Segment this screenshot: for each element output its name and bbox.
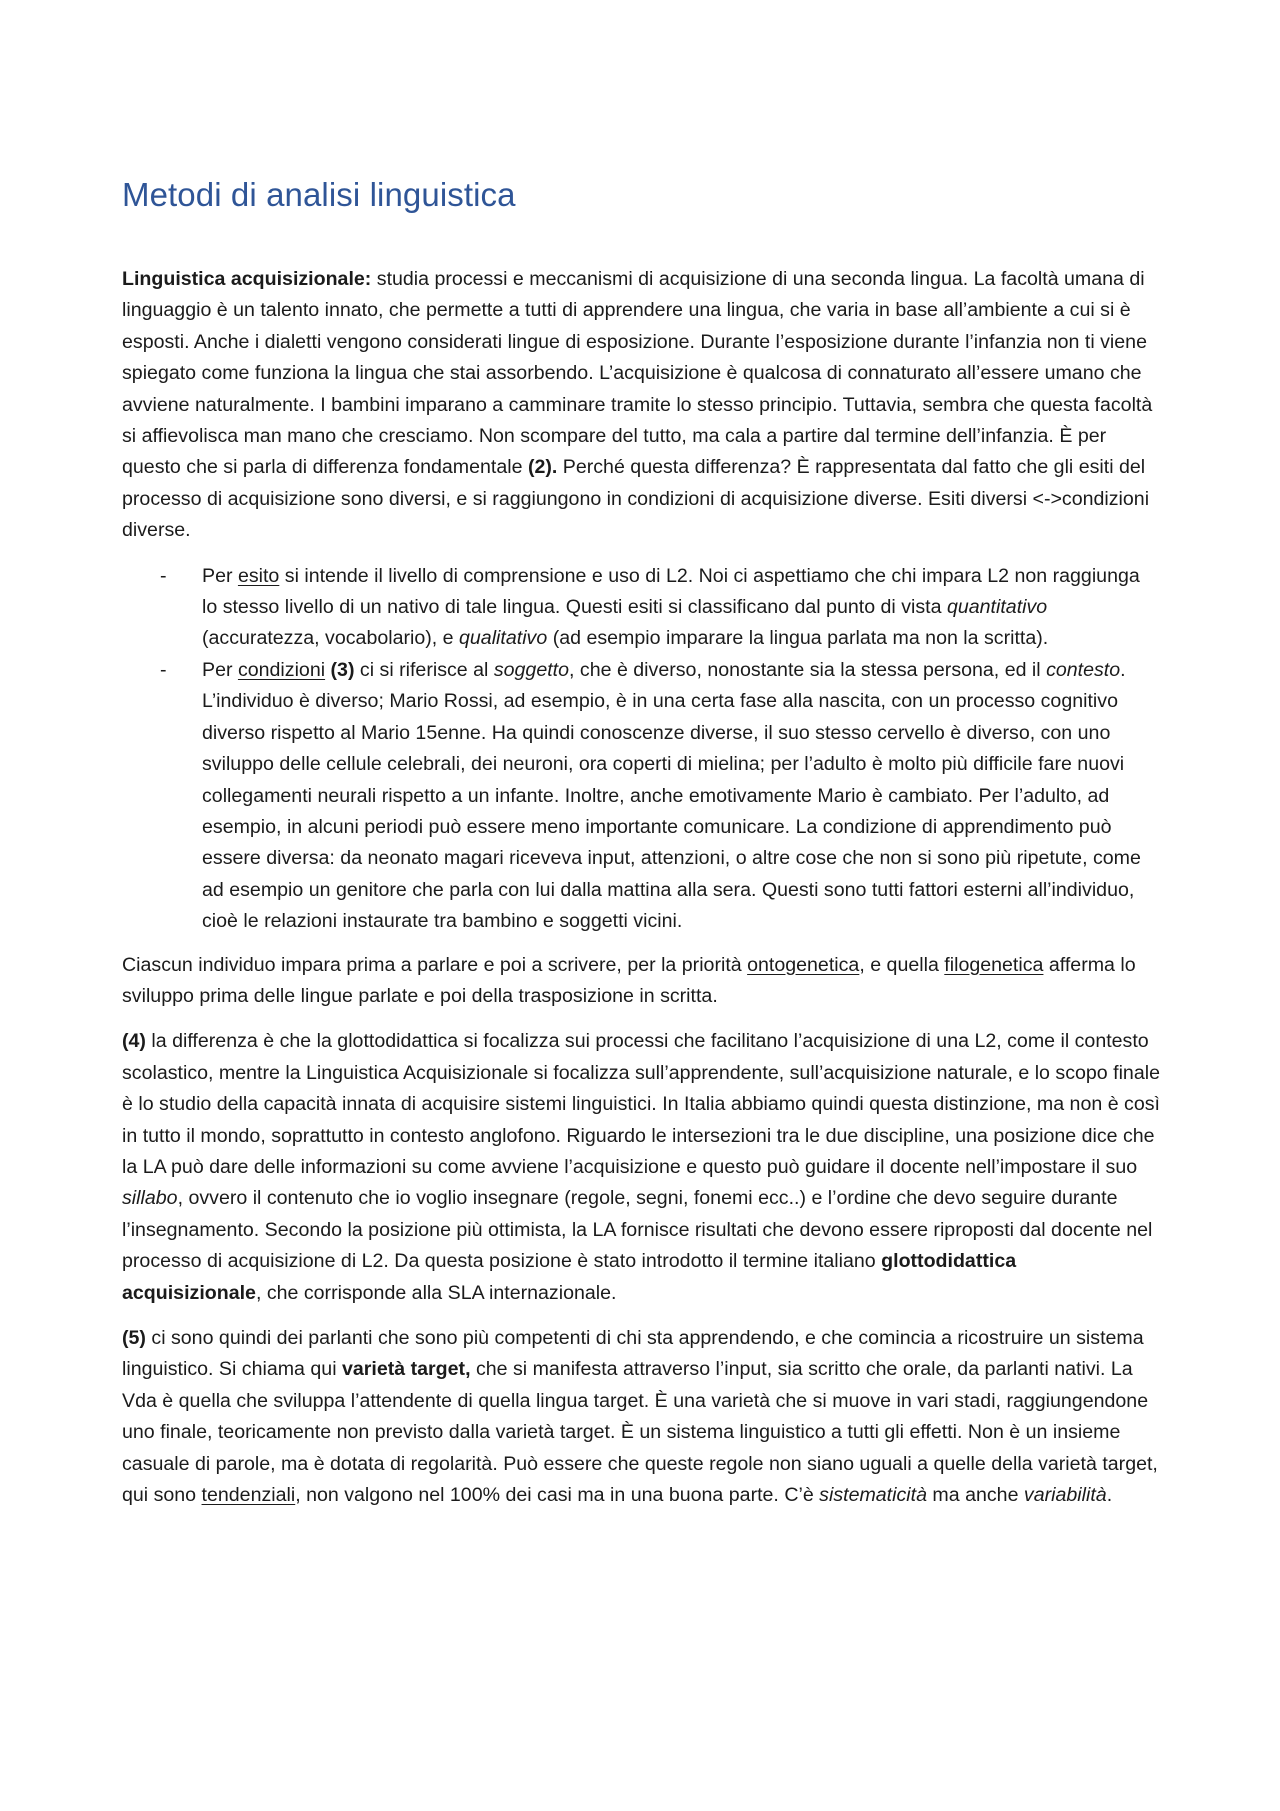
italic-soggetto: soggetto: [493, 658, 570, 681]
underlined-filogenetica: filogenetica: [944, 953, 1044, 976]
dash-bullet: -: [160, 564, 167, 587]
dash-bullet: -: [160, 658, 167, 681]
italic-qualitativo: qualitativo: [459, 627, 548, 650]
text: si intende il livello di comprensione e uso di L2. Noi ci aspettiamo che chi impara L2 non raggiunga lo stesso livello di un nativo di tale lingua. Questi esiti si classificano dal punto di vista: [202, 564, 1140, 619]
text: (ad esempio imparare la lingua parlata ma non la scritta).: [547, 627, 1049, 650]
list-item-condizioni: [160, 655, 1160, 938]
text: , che corrisponde alla SLA internazionale.: [255, 1281, 617, 1304]
ref-5: (5): [122, 1327, 146, 1349]
italic-sistematicita: sistematicità: [819, 1484, 927, 1507]
paragraph-priorita: [122, 950, 1160, 1013]
italic-contesto: contesto: [1046, 658, 1121, 681]
underlined-condizioni: condizioni: [237, 658, 326, 681]
bold-varieta-target: varietà target,: [342, 1358, 471, 1381]
bold-glottodidattica-acquisizionale: glottodidattica acquisizionale: [122, 1250, 1017, 1304]
paragraph-4: [122, 1026, 1160, 1309]
ref-2: (2).: [527, 456, 558, 479]
underlined-esito: esito: [237, 564, 280, 587]
text: Per: [202, 564, 238, 587]
text: , e quella: [859, 953, 945, 976]
list-item-esito: [160, 561, 1160, 655]
text: Per: [202, 658, 238, 681]
text: , ovvero il contenuto che io voglio insegnare (regole, segni, fonemi ecc..) e l’ordine che devo seguire durante l’insegnamento. Secondo la posizione più ottimista, la LA fornisce risultati che devono essere riproposti dal docente nel processo di acquisizione di L2. Da questa posizione è stato introdotto il termine italiano: [122, 1187, 1153, 1273]
text: ma anche: [926, 1484, 1024, 1507]
paragraph-5: [122, 1323, 1160, 1511]
text: la differenza è che la glottodidattica si focalizza sui processi che facilitano l’acquisizione di una L2, come il contesto scolastico, mentre la Linguistica Acquisizionale si focalizza sull’apprendente, sull’acquisizione naturale, e lo scopo finale è lo studio della capacità innata di acquisire sistemi linguistici. In Italia abbiamo quindi questa distinzione, ma non è così in tutto il mondo, soprattutto in contesto anglofono. Riguardo le intersezioni tra le due discipline, una posizione dice che la LA può dare delle informazioni su come avviene l’acquisizione e questo può guidare il docente nell’impostare il suo: [122, 1030, 1160, 1178]
paragraph-linguistica-acquisizionale: [122, 264, 1160, 547]
text: , non valgono nel 100% dei casi ma in una buona parte. C’è: [295, 1484, 820, 1507]
text: .: [1106, 1484, 1113, 1507]
term-linguistica-acquisizionale: Linguistica acquisizionale:: [122, 268, 372, 290]
dash-list: [122, 561, 1160, 938]
text: Perché questa differenza? È rappresentata dal fatto che gli esiti del processo di acquisizione sono diversi, e si raggiungono in condizioni di acquisizione diverse. Esiti diversi <->condizioni diverse.: [122, 456, 1150, 542]
underlined-tendenziali: tendenziali: [201, 1484, 296, 1507]
italic-variabilita: variabilità: [1023, 1484, 1107, 1507]
text: (accuratezza, vocabolario), e: [202, 627, 460, 650]
text: , che è diverso, nonostante sia la stessa persona, ed il: [569, 658, 1047, 681]
text: . L’individuo è diverso; Mario Rossi, ad esempio, è in una certa fase alla nascita, con un processo cognitivo diverso rispetto al Mario 15enne. Ha quindi conoscenze diverse, il suo stesso cervello è diverso, con uno sviluppo delle cellule celebrali, dei neuroni, ora coperti di mielina; per l’adulto è molto più difficile fare nuovi collegamenti neurali rispetto a un infante. Inoltre, anche emotivamente Mario è cambiato. Per l’adulto, ad esempio, in alcuni periodi può essere meno importante comunicare. La condizione di apprendimento può essere diversa: da neonato magari riceveva input, attenzioni, o altre cose che non si sono più ripetute, come ad esempio un genitore che parla con lui dalla mattina alla sera. Questi sono tutti fattori esterni all’individuo, cioè le relazioni instaurate tra bambino e soggetti vicini.: [202, 658, 1141, 933]
italic-quantitativo: quantitativo: [946, 596, 1048, 619]
text: afferma lo sviluppo prima delle lingue parlate e poi della trasposizione in scritta.: [122, 953, 1136, 1007]
text: che si manifesta attraverso l’input, sia scritto che orale, da parlanti nativi. La Vda è quella che sviluppa l’attendente di quella lingua target. È una varietà che si muove in vari stadi, raggiungendone uno finale, teoricamente non previsto dalla varietà target. È un sistema linguistico a tutti gli effetti. Non è un insieme casuale di parole, ma è dotata di regolarità. Può essere che queste regole non siano uguali a quelle della varietà target, qui sono: [122, 1358, 1158, 1507]
ref-3: (3): [330, 658, 355, 681]
underlined-ontogenetica: ontogenetica: [747, 953, 860, 976]
ref-4: (4): [122, 1030, 146, 1053]
italic-sillabo: sillabo: [122, 1187, 178, 1210]
text: ci sono quindi dei parlanti che sono più competenti di chi sta apprendendo, e che comincia a ricostruire un sistema linguistico. Si chiama qui: [122, 1327, 1144, 1381]
text: ci si riferisce al: [354, 658, 494, 681]
page-title: Metodi di analisi linguistica: [122, 176, 516, 213]
text: Ciascun individuo impara prima a parlare e poi a scrivere, per la priorità: [122, 953, 748, 976]
text: studia processi e meccanismi di acquisizione di una seconda lingua. La facoltà umana di linguaggio è un talento innato, che permette a tutti di apprendere una lingua, che varia in base all’ambiente a cui si è esposti. Anche i dialetti vengono considerati lingue di esposizione. Durante l’esposizione durante l’infanzia non ti viene spiegato come funziona la lingua che stai assorbendo. L’acquisizione è qualcosa di connaturato all’essere umano che avviene naturalmente. I bambini imparano a camminare tramite lo stesso principio. Tuttavia, sembra che questa facoltà si affievolisca man mano che cresciamo. Non scompare del tutto, ma cala a partire dal termine dell’infanzia. È per questo che si parla di differenza fondamentale: [122, 268, 1153, 479]
